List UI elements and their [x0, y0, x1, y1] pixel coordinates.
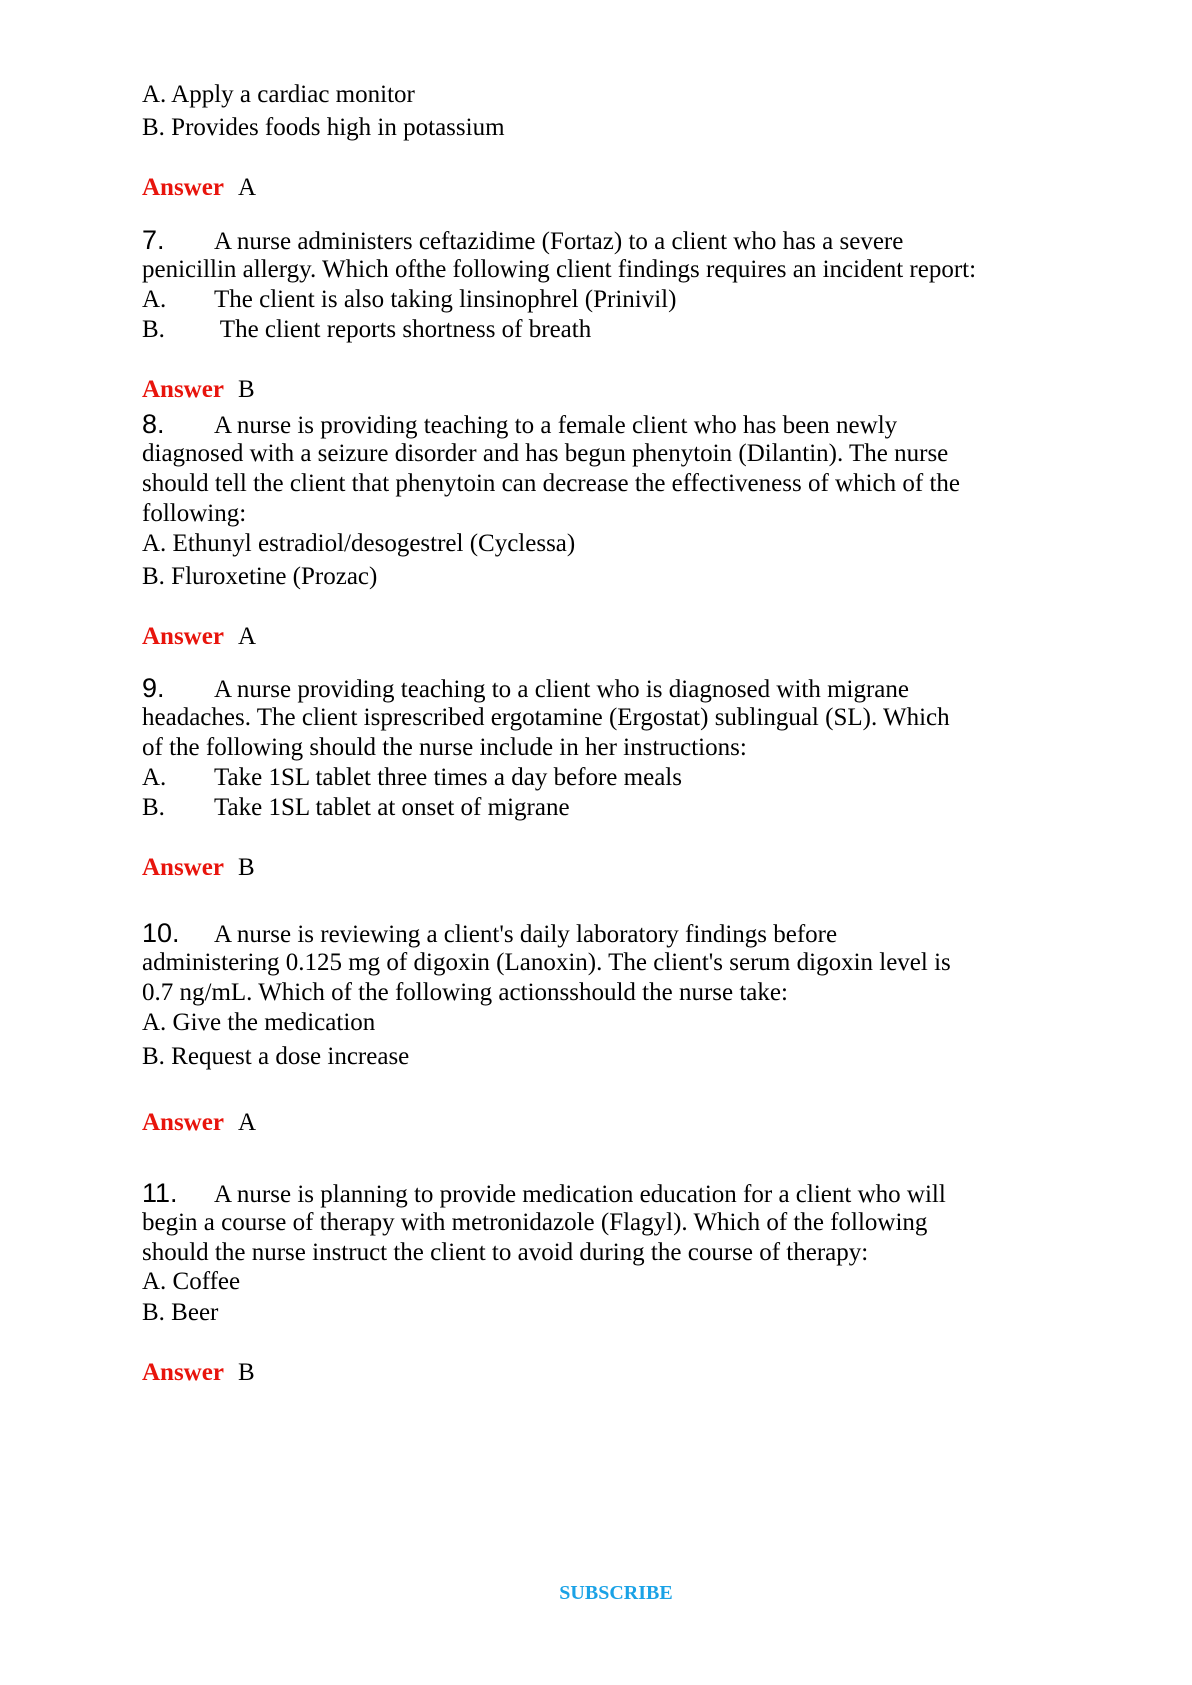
question-text: penicillin allergy. Which ofthe following client findings requires an incident report: — [142, 256, 977, 283]
question-number: 9. — [142, 673, 165, 703]
question-line — [142, 918, 837, 950]
subscribe-link[interactable]: SUBSCRIBE — [559, 1582, 673, 1604]
option-letter: A. — [142, 286, 167, 313]
option-b — [142, 793, 570, 823]
option-a — [142, 763, 682, 793]
question-text: A nurse is providing teaching to a female client who has been newly — [214, 412, 898, 439]
question-number: 11. — [142, 1178, 178, 1208]
answer-line — [142, 375, 255, 405]
option-b: B. Provides foods high in potassium — [142, 114, 505, 141]
option-letter: A. — [142, 764, 167, 791]
answer-label: Answer — [142, 1109, 224, 1136]
question-text: 0.7 ng/mL. Which of the following actionsshould the nurse take: — [142, 979, 788, 1006]
question-text: headaches. The client isprescribed ergotamine (Ergostat) sublingual (SL). Which — [142, 704, 950, 731]
option-a: A. Give the medication — [142, 1009, 376, 1036]
option-a: A. Coffee — [142, 1268, 241, 1295]
question-text: following: — [142, 500, 247, 527]
question-line — [142, 1178, 946, 1210]
option-b: B. Beer — [142, 1299, 219, 1326]
answer-line — [142, 173, 256, 203]
question-number: 8. — [142, 409, 165, 439]
option-a: A. Ethunyl estradiol/desogestrel (Cyclessa) — [142, 530, 576, 557]
answer-value: B — [237, 854, 255, 881]
question-text: begin a course of therapy with metronidazole (Flagyl). Which of the following — [142, 1209, 928, 1236]
answer-value: A — [237, 1109, 256, 1136]
answer-label: Answer — [142, 623, 224, 650]
answer-label: Answer — [142, 174, 224, 201]
option-a: A. Apply a cardiac monitor — [142, 81, 415, 108]
question-text: A nurse providing teaching to a client who is diagnosed with migrane — [214, 676, 909, 703]
option-letter: B. — [142, 794, 165, 821]
option-text: The client is also taking linsinophrel (Prinivil) — [214, 286, 677, 313]
option-text: Take 1SL tablet at onset of migrane — [214, 794, 570, 821]
option-letter: B. — [142, 316, 165, 343]
answer-value: B — [237, 1359, 255, 1386]
answer-line — [142, 622, 256, 652]
option-text: The client reports shortness of breath — [214, 316, 592, 343]
answer-line — [142, 1108, 256, 1138]
question-text: A nurse is planning to provide medication education for a client who will — [214, 1181, 946, 1208]
option-b: B. Request a dose increase — [142, 1043, 410, 1070]
answer-label: Answer — [142, 1359, 224, 1386]
option-a — [142, 285, 676, 315]
question-text: administering 0.125 mg of digoxin (Lanoxin). The client's serum digoxin level is — [142, 949, 951, 976]
question-line — [142, 225, 903, 257]
answer-value: B — [237, 376, 255, 403]
answer-label: Answer — [142, 376, 224, 403]
question-number: 7. — [142, 225, 165, 255]
question-text: should tell the client that phenytoin can decrease the effectiveness of which of the — [142, 470, 960, 497]
answer-label: Answer — [142, 854, 224, 881]
question-line — [142, 673, 909, 705]
question-text: A nurse administers ceftazidime (Fortaz) to a client who has a severe — [214, 228, 904, 255]
answer-value: A — [237, 174, 256, 201]
question-text: A nurse is reviewing a client's daily laboratory findings before — [214, 921, 838, 948]
answer-line — [142, 853, 255, 883]
question-text: diagnosed with a seizure disorder and has begun phenytoin (Dilantin). The nurse — [142, 440, 949, 467]
answer-value: A — [237, 623, 256, 650]
answer-line — [142, 1358, 255, 1388]
question-line — [142, 409, 897, 441]
option-b — [142, 315, 591, 345]
question-number: 10. — [142, 918, 180, 948]
question-text: should the nurse instruct the client to avoid during the course of therapy: — [142, 1239, 869, 1266]
option-text: Take 1SL tablet three times a day before meals — [214, 764, 682, 791]
option-b: B. Fluroxetine (Prozac) — [142, 563, 378, 590]
question-text: of the following should the nurse include in her instructions: — [142, 734, 747, 761]
